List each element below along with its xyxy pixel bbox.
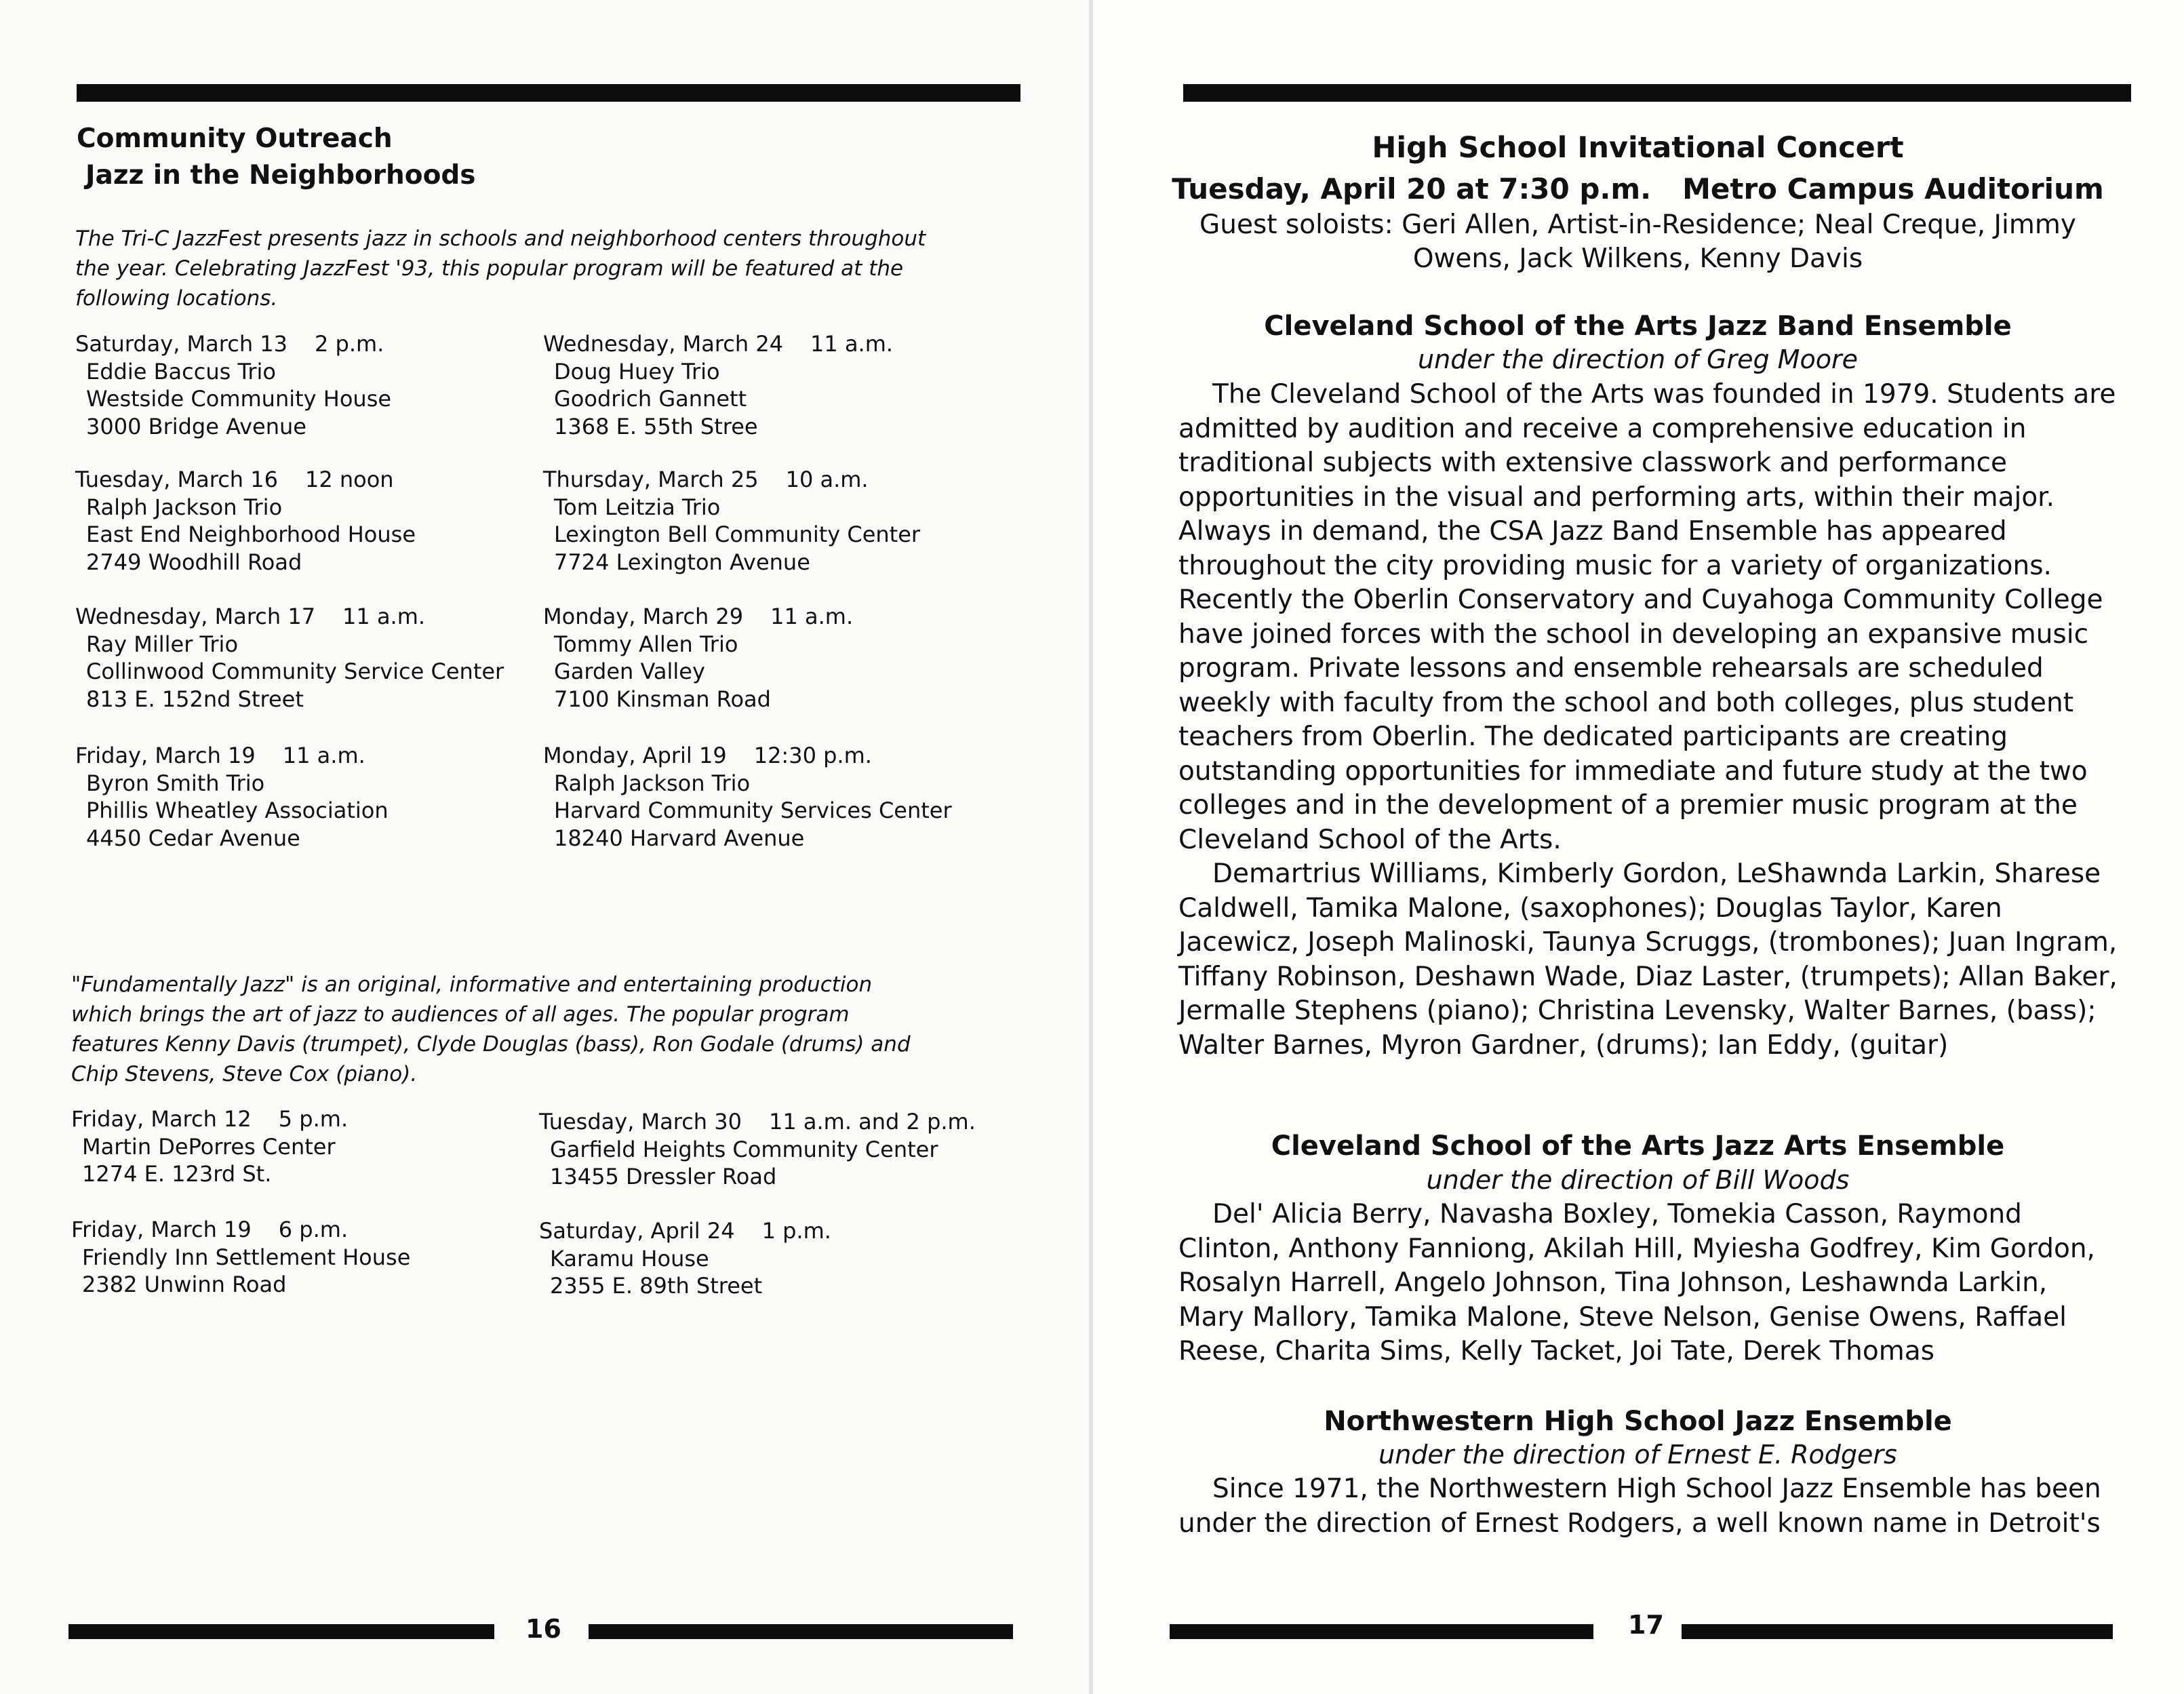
event-venue: Goodrich Gannett [554,386,747,412]
ensemble-title: Cleveland School of the Arts Jazz Band Ensemble [1264,311,2012,342]
event-time: 11 a.m. [282,743,365,768]
event-time: 6 p.m. [278,1217,349,1242]
ensemble-director: under the direction of Ernest E. Rodgers [1378,1440,1897,1470]
event-item [543,603,853,713]
event-date: Thursday, March 25 [543,467,759,492]
event-time: 1 p.m. [761,1218,831,1244]
event-date: Tuesday, March 30 [539,1109,742,1135]
event-venue: Garden Valley [554,658,705,684]
right-bottom-rule-a [1170,1624,1593,1639]
event-address: 7100 Kinsman Road [554,686,771,712]
ensemble-members-text: Del' Alicia Berry, Navasha Boxley, Tomekia Casson, Raymond Clinton, Anthony Fanniong, Akilah Hill, Myiesha Godfrey, Kim Gordon, Rosalyn Harrell, Angelo Johnson, Tina Johnson, Leshawnda Larkin, Mary Mallory, Tamika Malone, Steve Nelson, Genise Owens, Raffael Reese, Charita Sims, Kelly Tacket, Joi Tate, Derek Thomas [1178,1199,2095,1366]
event-item [75,742,389,852]
event-time: 11 a.m. and 2 p.m. [768,1109,976,1135]
event-venue: Karamu House [550,1245,709,1272]
event-performer: Eddie Baccus Trio [86,358,276,385]
event-date: Saturday, March 13 [75,331,287,357]
event-performer: Doug Huey Trio [554,358,720,385]
ensemble-members [1178,857,2120,1063]
event-time: 5 p.m. [278,1106,349,1132]
right-bottom-rule-b [1682,1624,2113,1639]
left-top-rule [77,84,1020,102]
event-time: 11 a.m. [810,331,894,357]
event-address: 2355 E. 89th Street [550,1273,763,1299]
fj-event-item [71,1105,348,1188]
event-item [75,466,416,576]
fundamentally-jazz-intro: "Fundamentally Jazz" is an original, informative and entertaining production which brings the art of jazz to audiences of all ages. The popular program features Kenny Davis (trumpet), Clyde Douglas (bass), Ron Godale (drums) and Chip Stevens, Steve Cox (piano). [71,972,911,1086]
concert-venue: Metro Campus Auditorium [1682,172,2104,205]
right-top-rule [1183,84,2131,102]
ensemble-director: under the direction of Bill Woods [1426,1165,1850,1195]
event-performer: Ralph Jackson Trio [86,494,283,520]
ensemble-paragraph-text: Since 1971, the Northwestern High School Jazz Ensemble has been under the direction of Ernest Rodgers, a well known name in Detroit's [1178,1474,2101,1539]
event-date: Monday, April 19 [543,743,727,768]
event-venue: Martin DePorres Center [82,1133,336,1160]
event-date: Saturday, April 24 [539,1218,735,1244]
fj-event-item [539,1108,976,1191]
event-address: 13455 Dressler Road [550,1164,777,1189]
event-time: 11 a.m. [770,604,854,629]
event-time: 10 a.m. [785,467,869,492]
event-date: Friday, March 19 [71,1217,252,1242]
left-bottom-rule-b [589,1624,1013,1639]
ensemble-members [1178,1198,2120,1369]
event-address: 7724 Lexington Avenue [554,549,810,575]
event-performer: Byron Smith Trio [86,770,265,796]
event-address: 18240 Harvard Avenue [554,825,805,851]
event-address: 2382 Unwinn Road [82,1272,287,1297]
event-address: 1368 E. 55th Stree [554,413,758,439]
event-venue: Collinwood Community Service Center [86,658,504,684]
event-time: 11 a.m. [342,604,426,629]
event-date: Friday, March 12 [71,1106,252,1132]
event-address: 3000 Bridge Avenue [86,413,306,439]
fj-event-item [539,1217,831,1300]
ensemble-paragraph [1178,378,2120,857]
event-date: Wednesday, March 17 [75,604,316,629]
event-address: 1274 E. 123rd St. [82,1161,272,1187]
event-venue: Lexington Bell Community Center [554,521,921,547]
guest-soloists-line2: Owens, Jack Wilkens, Kenny Davis [1412,243,1863,274]
concert-date: Tuesday, April 20 at 7:30 p.m. [1172,172,1652,205]
event-venue: East End Neighborhood House [86,521,416,547]
event-date: Tuesday, March 16 [75,467,278,492]
event-item [543,466,920,576]
event-venue: Garfield Heights Community Center [550,1136,938,1162]
event-address: 4450 Cedar Avenue [86,825,300,851]
event-date: Wednesday, March 24 [543,331,784,357]
event-item [75,603,504,713]
ensemble-title: Cleveland School of the Arts Jazz Arts Ensemble [1271,1130,2005,1162]
event-performer: Tom Leitzia Trio [554,494,721,520]
outreach-intro: The Tri-C JazzFest presents jazz in schools and neighborhood centers throughout the year. Celebrating JazzFest '93, this popular program will be featured at the following locations. [75,226,926,311]
event-time: 12 noon [304,467,394,492]
event-venue: Harvard Community Services Center [554,797,952,823]
ensemble-title: Northwestern High School Jazz Ensemble [1324,1406,1952,1437]
event-venue: Phillis Wheatley Association [86,797,389,823]
ensemble-members-text: Demartrius Williams, Kimberly Gordon, LeShawnda Larkin, Sharese Caldwell, Tamika Malone, (saxophones); Douglas Taylor, Karen Jacewicz, Joseph Malinoski, Taunya Scruggs, (trombones); Juan Ingram, Tiffany Robinson, Deshawn Wade, Diaz Laster, (trumpets); Allan Baker, Jermalle Stephens (piano); Christina Levensky, Walter Barnes, (bass); Walter Barnes, Myron Gardner, (drums); Ian Eddy, (guitar) [1178,859,2118,1061]
event-address: 813 E. 152nd Street [86,686,304,712]
page-number-right: 17 [1628,1610,1664,1640]
event-address: 2749 Woodhill Road [86,549,302,575]
left-heading-line1: Community Outreach [77,123,393,154]
event-time: 12:30 p.m. [753,743,872,768]
guest-soloists-line1: Guest soloists: Geri Allen, Artist-in-Residence; Neal Creque, Jimmy [1199,210,2076,240]
fj-event-item [71,1216,410,1299]
ensemble-paragraph-text: The Cleveland School of the Arts was founded in 1979. Students are admitted by audition and receive a comprehensive education in traditional subjects with extensive classwork and performance opportunities in the visual and performing arts, within their major. Always in demand, the CSA Jazz Band Ensemble has appeared throughout the city providing music for a variety of organizations. Recently the Oberlin Conservatory and Cuyahoga Community College have joined forces with the school in developing an expansive music program. Private lessons and ensemble rehearsals are scheduled weekly with faculty from the school and both colleges, plus student teachers from Oberlin. The dedicated participants are creating outstanding opportunities for immediate and future study at the two colleges and in the development of a premier music program at the Cleveland School of the Arts. [1178,379,2116,855]
event-venue: Friendly Inn Settlement House [82,1244,411,1270]
left-bottom-rule-a [68,1624,494,1639]
concert-date-venue [1092,172,2184,205]
event-date: Friday, March 19 [75,743,256,768]
ensemble-director: under the direction of Greg Moore [1418,344,1858,374]
event-performer: Ray Miller Trio [86,631,239,657]
event-date: Monday, March 29 [543,604,744,629]
concert-title: High School Invitational Concert [1372,131,1904,165]
event-performer: Ralph Jackson Trio [554,770,751,796]
event-item [543,742,952,852]
event-performer: Tommy Allen Trio [554,631,738,657]
ensemble-paragraph [1178,1472,2120,1541]
event-item [75,330,391,440]
event-venue: Westside Community House [86,386,392,412]
left-heading-line2: Jazz in the Neighborhoods [85,160,476,191]
page-number-left: 16 [525,1614,561,1644]
event-time: 2 p.m. [314,331,384,357]
event-item [543,330,893,440]
